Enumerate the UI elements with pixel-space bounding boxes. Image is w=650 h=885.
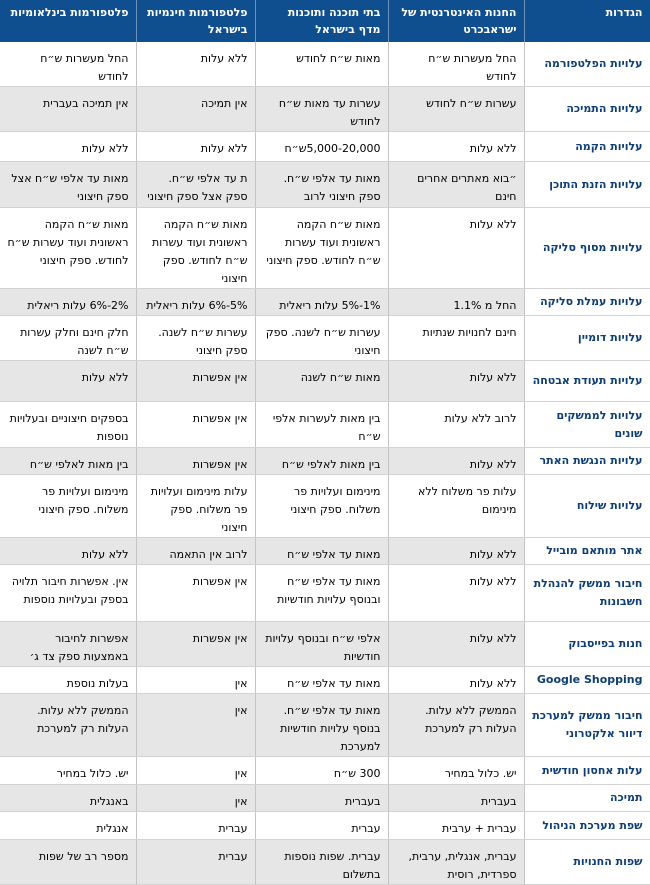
cell-free-platforms: ללא עלות xyxy=(136,132,255,162)
cell-international: אין. אפשרות חיבור תלויה בספק ובעלויות נוספות xyxy=(0,565,136,622)
cell-israbecart: ללא עלות xyxy=(388,208,524,289)
table-row xyxy=(0,87,650,132)
header-software-houses: בתי תוכנה ותוכנות מדף בישראל xyxy=(255,0,388,42)
cell-israbecart: חינם לחנויות שנתיות xyxy=(388,316,524,361)
table-row xyxy=(0,694,650,757)
row-label: עלויות הקמה xyxy=(524,132,650,162)
cell-international: בספקים חיצוניים ובעלויות נוספות xyxy=(0,402,136,448)
cell-israbecart: עברית, אנגלית, ערבית, ספרדית, רוסית xyxy=(388,840,524,885)
row-label: עלויות דומיין xyxy=(524,316,650,361)
row-label: עלויות לממשקים שונים xyxy=(524,402,650,448)
row-label: עלויות עמלת סליקה xyxy=(524,289,650,316)
cell-free-platforms: אין xyxy=(136,694,255,757)
cell-free-platforms: לרוב אין התאמה xyxy=(136,538,255,565)
cell-international: חלק חינם וחלק עשרות ש״ח לשנה xyxy=(0,316,136,361)
cell-free-platforms: אין xyxy=(136,757,255,785)
cell-israbecart: ללא עלות xyxy=(388,622,524,667)
cell-free-platforms: אין xyxy=(136,785,255,812)
cell-international: מאות עד אלפי ש״ח אצל ספק חיצוני xyxy=(0,162,136,208)
table-row xyxy=(0,402,650,448)
cell-free-platforms: אין תמיכה xyxy=(136,87,255,132)
row-label: עלויות הפלטפורמה xyxy=(524,42,650,87)
cell-israbecart: החל מ 1.1% xyxy=(388,289,524,316)
cell-free-platforms: אין אפשרות xyxy=(136,622,255,667)
cell-israbecart: החל מעשרות ש״ח לחודש xyxy=(388,42,524,87)
row-label: עלויות תעודת אבטחה xyxy=(524,361,650,402)
cell-software-houses: מאות עד אלפי ש״ח xyxy=(255,667,388,694)
cell-international: מספר רב של שפות xyxy=(0,840,136,885)
row-label: שפת מערכת הניהול xyxy=(524,812,650,840)
row-label: עלויות שילוח xyxy=(524,475,650,538)
cell-software-houses: מאות ש״ח לחודש xyxy=(255,42,388,87)
cell-free-platforms: עברית xyxy=(136,840,255,885)
cell-free-platforms: ללא עלות xyxy=(136,42,255,87)
cell-free-platforms: ת עד אלפי ש״ח. ספק אצל ספק חיצוני xyxy=(136,162,255,208)
table-row xyxy=(0,538,650,565)
header-definitions: הגדרות xyxy=(524,0,650,42)
cell-israbecart: ללא עלות xyxy=(388,361,524,402)
table-row xyxy=(0,785,650,812)
row-label: חנות בפייסבוק xyxy=(524,622,650,667)
cell-free-platforms: עלות מינימום ועלויות פר משלוח. ספק חיצוני xyxy=(136,475,255,538)
header-international-platforms: פלטפורמות בינלאומיות xyxy=(0,0,136,42)
cell-software-houses: מאות עד אלפי ש״ח. בנוסף עלויות חודשיות למערכת xyxy=(255,694,388,757)
row-label: עלויות התמיכה xyxy=(524,87,650,132)
row-label: עלויות הנגשת האתר xyxy=(524,448,650,475)
cell-israbecart: ללא עלות xyxy=(388,565,524,622)
cell-israbecart: לרוב ללא עלות xyxy=(388,402,524,448)
cell-free-platforms: אין xyxy=(136,667,255,694)
cell-israbecart: ללא עלות xyxy=(388,538,524,565)
table-row xyxy=(0,622,650,667)
table-row xyxy=(0,667,650,694)
cell-software-houses: עשרות ש״ח לשנה. ספק חיצוני xyxy=(255,316,388,361)
cell-software-houses: בין מאות לאלפי ש״ח xyxy=(255,448,388,475)
cell-software-houses: מינימום ועלויות פר משלוח. ספק חיצוני xyxy=(255,475,388,538)
cell-international: אין תמיכה בעברית xyxy=(0,87,136,132)
cell-free-platforms: עשרות ש״ח לשנה. ספק חיצוני xyxy=(136,316,255,361)
row-label: עלויות הזנת התוכן xyxy=(524,162,650,208)
row-label: Google Shopping xyxy=(524,667,650,694)
table-row xyxy=(0,448,650,475)
cell-international: ללא עלות xyxy=(0,538,136,565)
cell-international: באנגלית xyxy=(0,785,136,812)
cell-software-houses: בעברית xyxy=(255,785,388,812)
cell-israbecart: ללא עלות xyxy=(388,448,524,475)
row-label: תמיכה xyxy=(524,785,650,812)
cell-international: בין מאות לאלפי ש״ח xyxy=(0,448,136,475)
table-row xyxy=(0,132,650,162)
cell-free-platforms: מאות ש״ח הקמה ראשונית ועוד עשרות ש״ח לחודש. ספק חיצוני xyxy=(136,208,255,289)
cell-software-houses: מאות עד אלפי ש״ח xyxy=(255,538,388,565)
cell-israbecart: בעברית xyxy=(388,785,524,812)
table-row xyxy=(0,316,650,361)
cell-software-houses: מאות עד אלפי ש״ח ובנוסף עלויות חודשיות xyxy=(255,565,388,622)
row-label: חיבור ממשק להנהלת חשבונות xyxy=(524,565,650,622)
table-row xyxy=(0,42,650,87)
row-label: עלות אחסון חודשית xyxy=(524,757,650,785)
table-row xyxy=(0,565,650,622)
cell-free-platforms: אין אפשרות xyxy=(136,402,255,448)
cell-international: מאות ש״ח הקמה ראשונית ועוד עשרות ש״ח לחודש. ספק חיצוני xyxy=(0,208,136,289)
cell-israbecart: ללא עלות xyxy=(388,132,524,162)
table-row xyxy=(0,162,650,208)
cell-software-houses: 1%-5% עלות ריאלית xyxy=(255,289,388,316)
cell-israbecart: יש. כלול במחיר xyxy=(388,757,524,785)
cell-international: מינימום ועלויות פר משלוח. ספק חיצוני xyxy=(0,475,136,538)
table-row xyxy=(0,812,650,840)
cell-free-platforms: אין אפשרות xyxy=(136,361,255,402)
cell-israbecart: הממשק ללא עלות. העלות רק למערכת xyxy=(388,694,524,757)
row-label: שפות החנויות xyxy=(524,840,650,885)
cell-software-houses: 5,000-20,000ש״ח xyxy=(255,132,388,162)
cell-israbecart: עברית + ערבית xyxy=(388,812,524,840)
table-row xyxy=(0,757,650,785)
row-label: חיבור ממשק למערכת דיוור אלקטרוני xyxy=(524,694,650,757)
cell-international: 2%-6% עלות ריאלית xyxy=(0,289,136,316)
cell-international: אנגלית xyxy=(0,812,136,840)
cell-international: אפשרות לחיבור באמצעות ספק צד ג׳ xyxy=(0,622,136,667)
cell-software-houses: מאות ש״ח הקמה ראשונית ועוד עשרות ש״ח לחודש. ספק חיצוני xyxy=(255,208,388,289)
header-israbecart-store: החנות האינטרנטית של ישראבכרט xyxy=(388,0,524,42)
cell-software-houses: מאות ש״ח לשנה xyxy=(255,361,388,402)
cell-international: ללא עלות xyxy=(0,361,136,402)
table-row xyxy=(0,475,650,538)
header-free-platforms: פלטפורמות חינמיות בישראל xyxy=(136,0,255,42)
cell-international: בעלות נוספת xyxy=(0,667,136,694)
cell-international: יש. כלול במחיר xyxy=(0,757,136,785)
cell-free-platforms: אין אפשרות xyxy=(136,565,255,622)
cell-software-houses: 300 ש״ח xyxy=(255,757,388,785)
cell-free-platforms: עברית xyxy=(136,812,255,840)
header-row xyxy=(0,0,650,42)
table-row xyxy=(0,840,650,885)
table-row xyxy=(0,208,650,289)
cell-software-houses: מאות עד אלפי ש״ח. ספק חיצוני לרוב xyxy=(255,162,388,208)
cell-software-houses: בין מאות לעשרות אלפי ש״ח xyxy=(255,402,388,448)
cell-international: הממשק ללא עלות. העלות רק למערכת xyxy=(0,694,136,757)
table-row xyxy=(0,289,650,316)
cell-israbecart: ללא עלות xyxy=(388,667,524,694)
cell-israbecart: עלות פר משלוח ללא מינימום xyxy=(388,475,524,538)
cell-software-houses: עברית xyxy=(255,812,388,840)
cell-international: החל מעשרות ש״ח לחודש xyxy=(0,42,136,87)
cell-software-houses: עשרות עד מאות ש״ח לחודש xyxy=(255,87,388,132)
row-label: אתר מותאם מובייל xyxy=(524,538,650,565)
cell-free-platforms: אין אפשרות xyxy=(136,448,255,475)
cell-free-platforms: 5%-6% עלות ריאלית xyxy=(136,289,255,316)
cell-international: ללא עלות xyxy=(0,132,136,162)
cell-software-houses: עברית. שפות נוספות בתשלום xyxy=(255,840,388,885)
row-label: עלויות מסוף סליקה xyxy=(524,208,650,289)
cell-israbecart: עשרות ש״ח לחודש xyxy=(388,87,524,132)
cell-israbecart: ״בוא מאתרים אחרים חינם xyxy=(388,162,524,208)
table-row xyxy=(0,361,650,402)
cell-software-houses: אלפי ש״ח ובנוסף עלויות חודשיות xyxy=(255,622,388,667)
